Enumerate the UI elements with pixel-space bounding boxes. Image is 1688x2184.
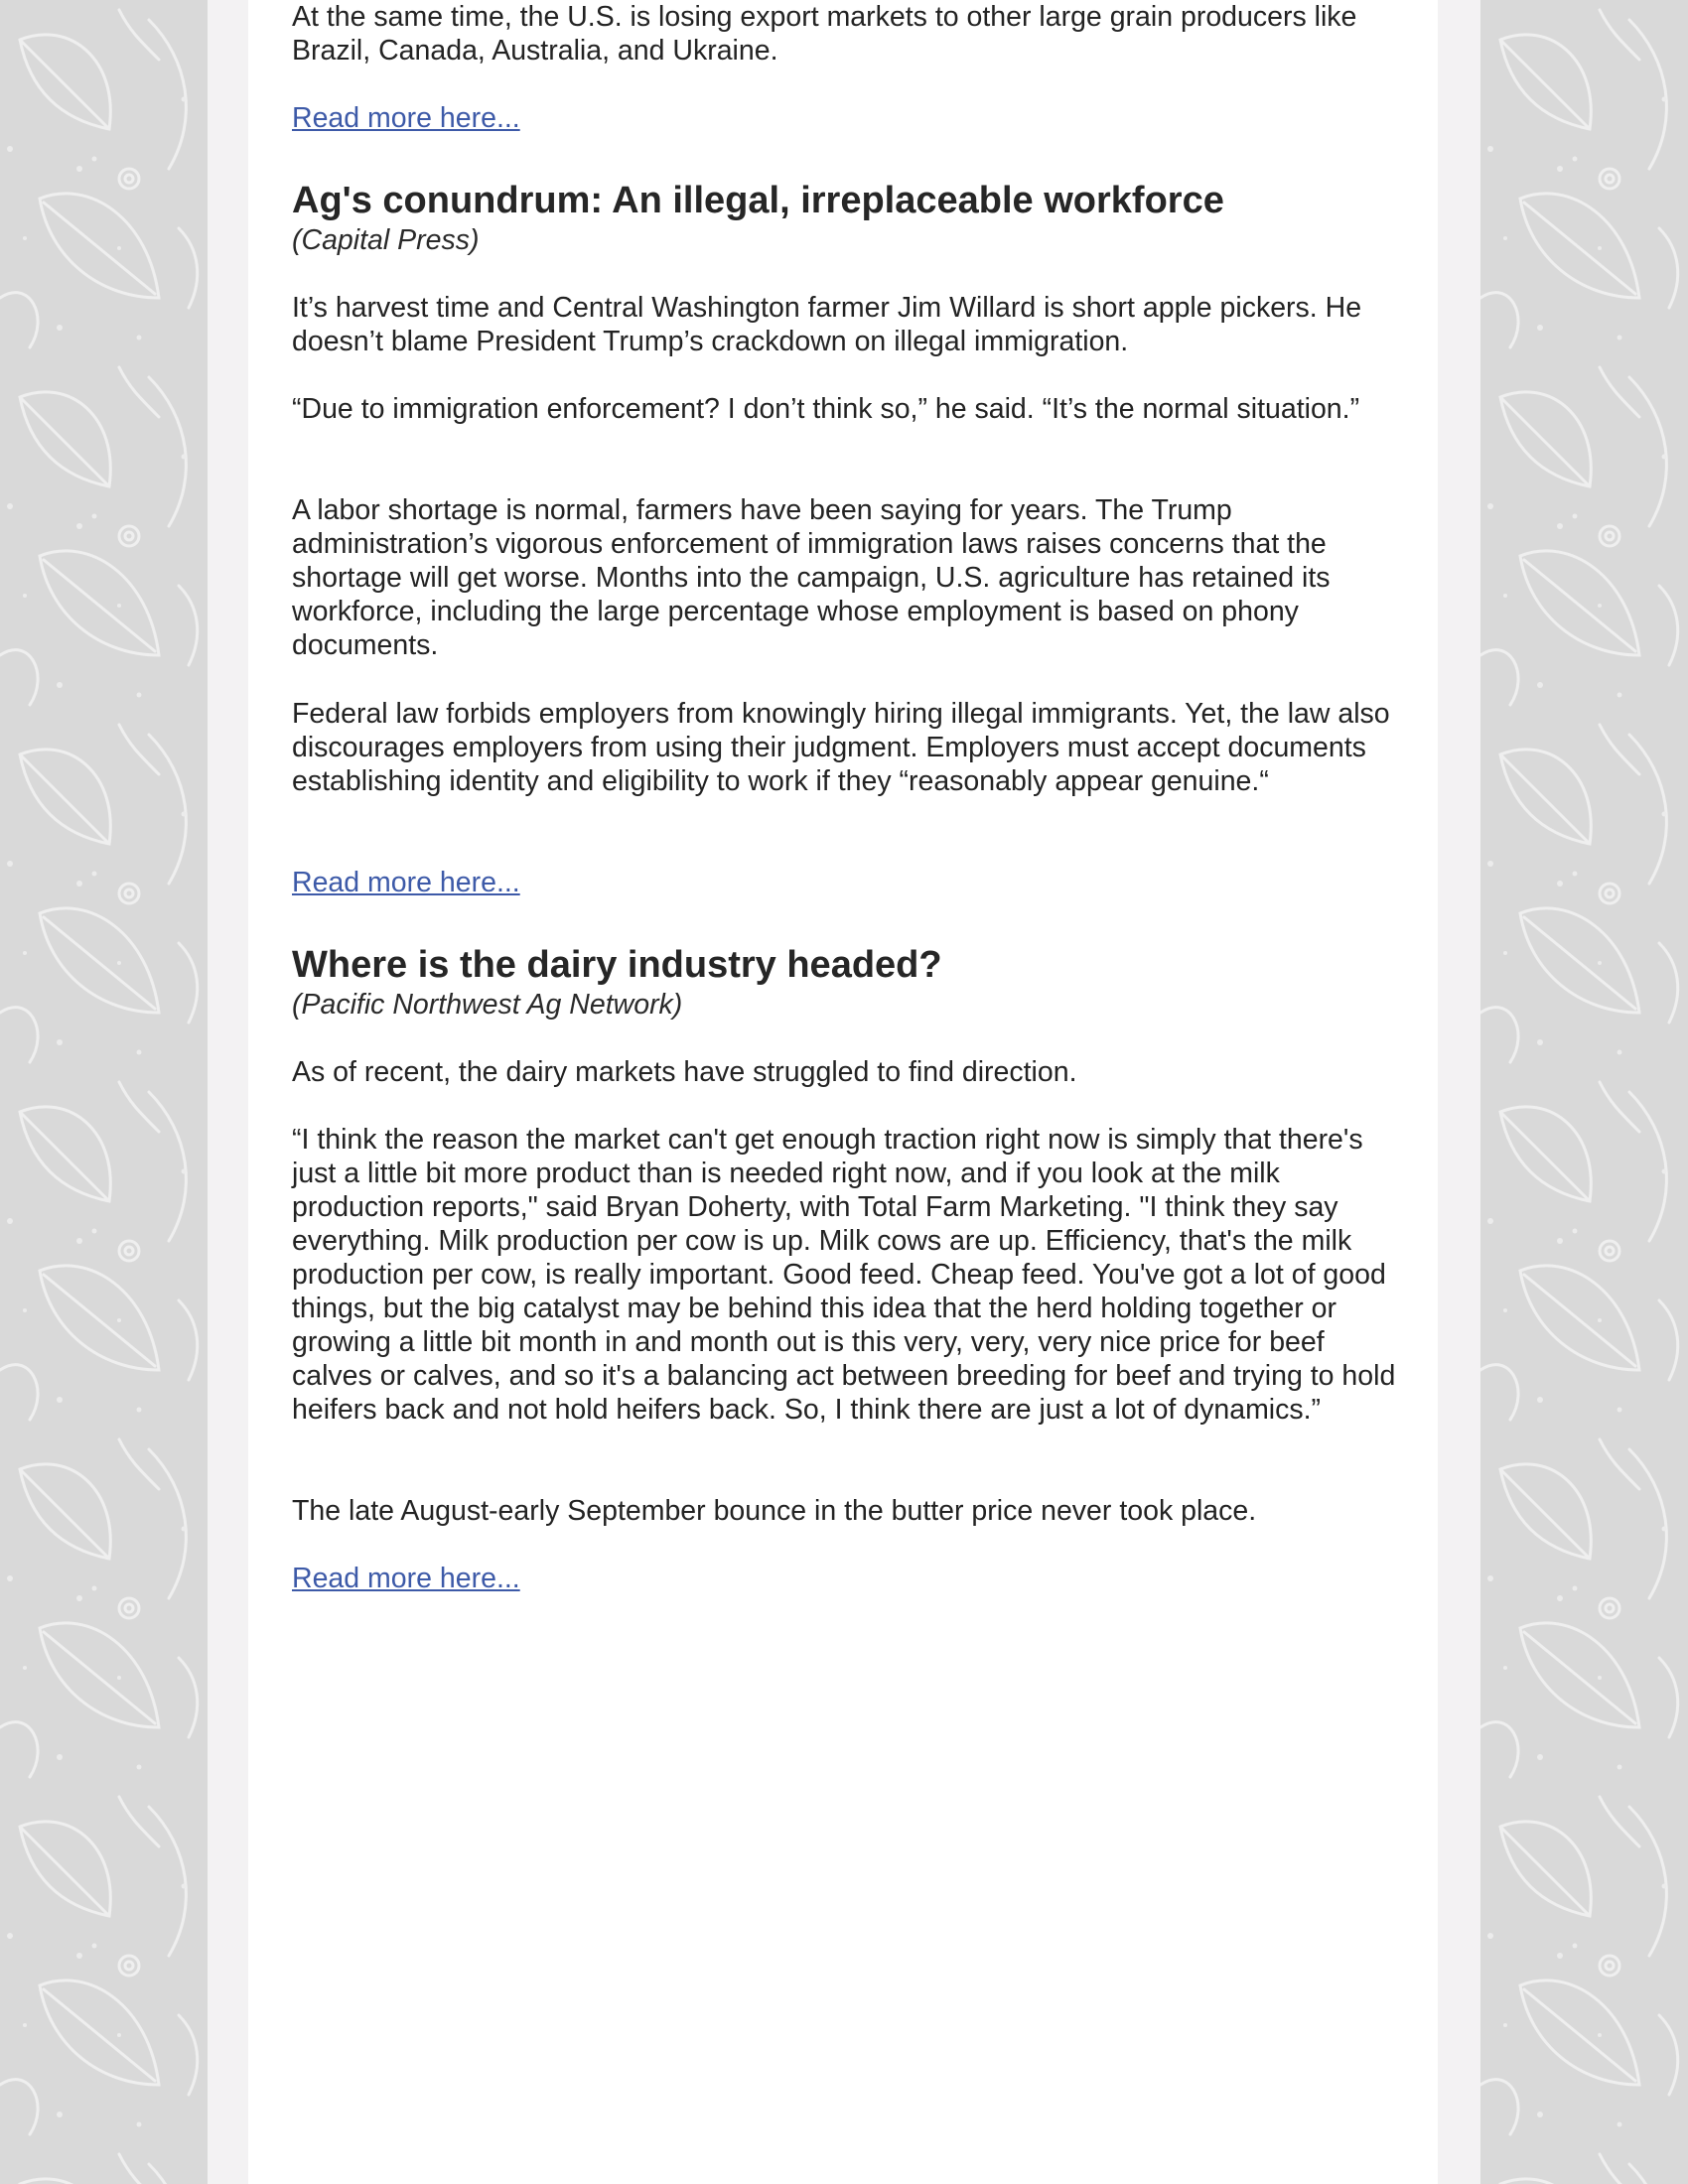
- article-paragraph: “Due to immigration enforcement? I don’t think so,” he said. “It’s the normal situation.”: [292, 393, 1360, 425]
- decorative-pattern-right: [1480, 0, 1688, 2184]
- leaf-pattern-graphic: [0, 0, 208, 2184]
- article-source: (Capital Press): [292, 224, 480, 256]
- read-more-link[interactable]: Read more here...: [292, 102, 520, 134]
- intro-paragraph: At the same time, the U.S. is losing export markets to other large grain producers like Brazil, Canada, Australia, and Ukraine.: [292, 1, 1357, 67]
- decorative-pattern-left: [0, 0, 208, 2184]
- read-more-link[interactable]: Read more here...: [292, 1563, 520, 1594]
- article-paragraph: It’s harvest time and Central Washington farmer Jim Willard is short apple pickers. He doesn’t blame President Trump’s crackdown on illegal immigration.: [292, 292, 1362, 357]
- article-paragraph: A labor shortage is normal, farmers have been saying for years. The Trump administration’s vigorous enforcement of immigration laws raises concerns that the shortage will get worse. Months into the campaign, U.S. agriculture has retained its workforce, including the large percentage whose employment is based on phony documents.: [292, 494, 1331, 661]
- article-paragraph: Federal law forbids employers from knowingly hiring illegal immigrants. Yet, the law also discourages employers from using their judgment. Employers must accept documents establishing identity and eligibility to work if they “reasonably appear genuine.“: [292, 698, 1390, 797]
- article-paragraph: As of recent, the dairy markets have struggled to find direction.: [292, 1056, 1077, 1088]
- article-paragraph: The late August-early September bounce in the butter price never took place.: [292, 1495, 1257, 1527]
- article-headline: Ag's conundrum: An illegal, irreplaceable workforce: [292, 180, 1224, 221]
- article-paragraph: “I think the reason the market can't get enough traction right now is simply that there's just a little bit more product than is needed right now, and if you look at the milk production reports," said Bryan Doherty, with Total Farm Marketing. "I think they say everything. Milk production per cow is up. Milk cows are up. Efficiency, that's the milk production per cow, is really important. Good feed. Cheap feed. You've got a lot of good things, but the big catalyst may be behind this idea that the herd holding together or growing a little bit month in and month out is this very, very, very nice price for beef calves or calves, and so it's a balancing act between breeding for beef and trying to hold heifers back and not hold heifers back. So, I think there are just a lot of dynamics.”: [292, 1124, 1396, 1426]
- read-more-link[interactable]: Read more here...: [292, 867, 520, 898]
- article-source: (Pacific Northwest Ag Network): [292, 989, 683, 1021]
- leaf-pattern-graphic: [1480, 0, 1688, 2184]
- article-headline: Where is the dairy industry headed?: [292, 944, 942, 986]
